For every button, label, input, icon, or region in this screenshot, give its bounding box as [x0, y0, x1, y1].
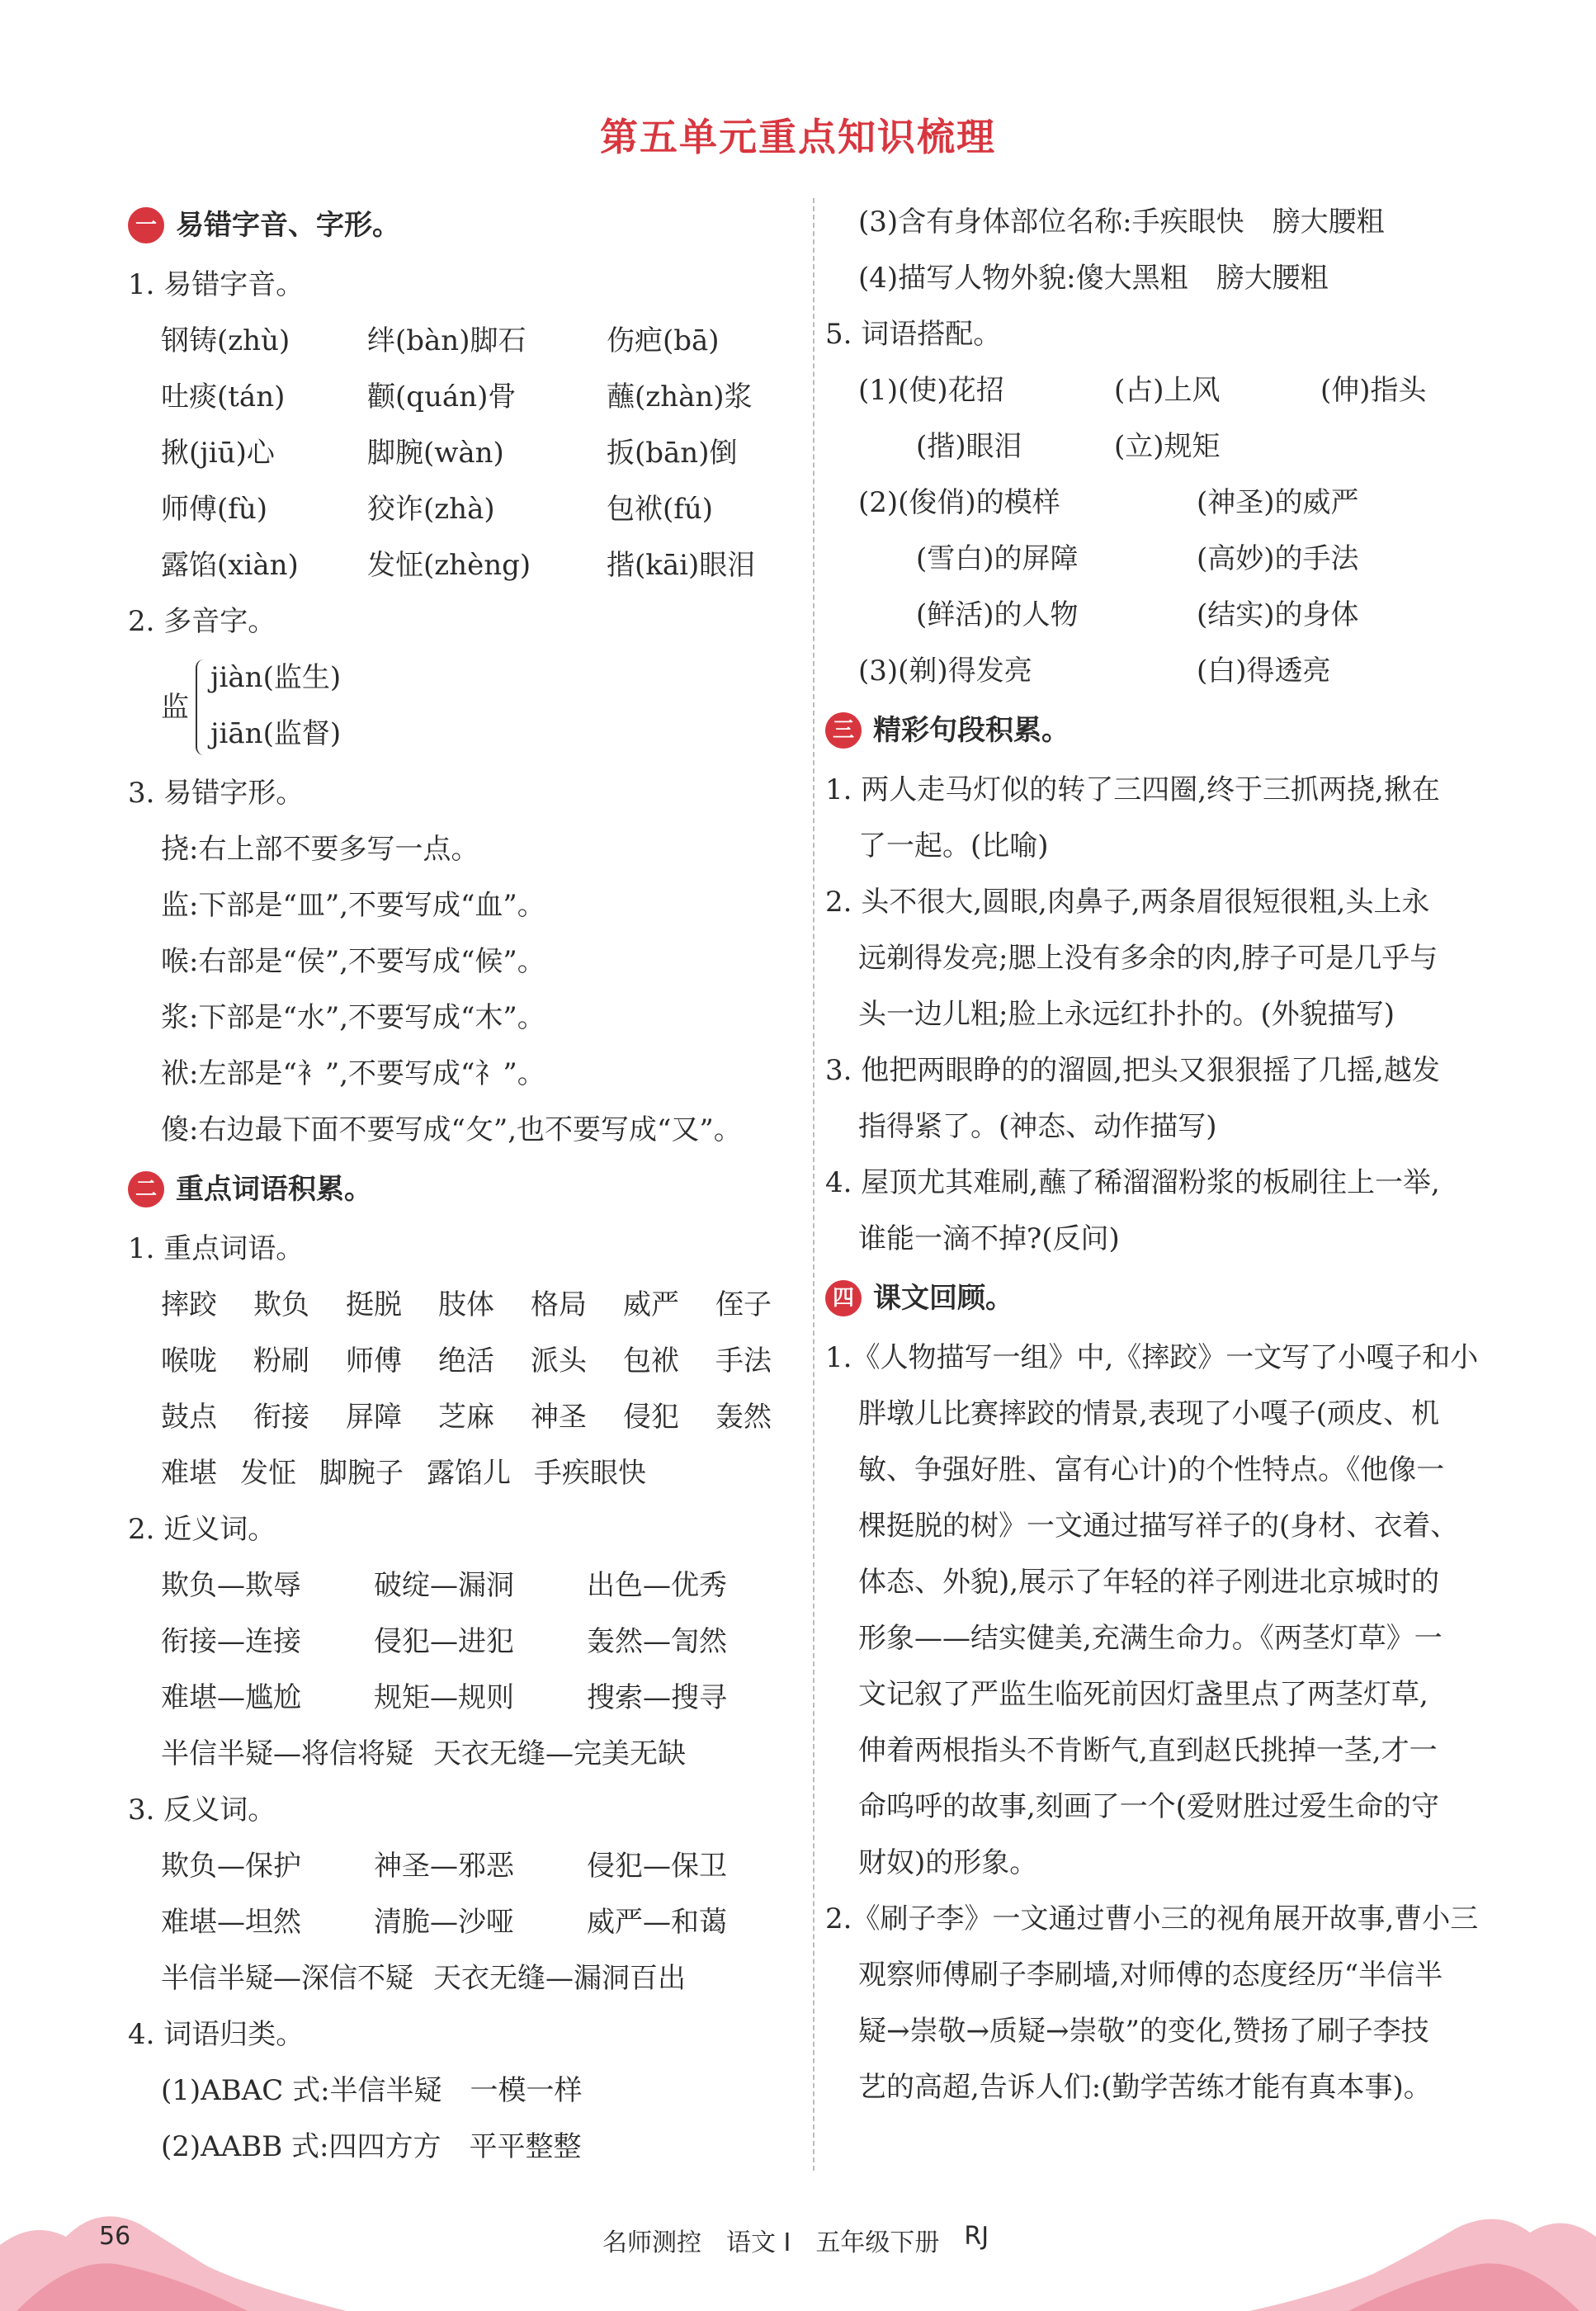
match-item: (1)(使)花招 — [858, 374, 1004, 407]
synonym-pair: 天衣无缝—完美无缺 — [433, 1737, 686, 1770]
pron-row — [128, 537, 813, 593]
review-line: 命呜呼的故事,刻画了一个(爱财胜过爱生命的守 — [858, 1790, 1440, 1823]
synonym-row — [128, 1670, 813, 1726]
sentence-line: 2. 头不很大,圆眼,肉鼻子,两条眉很短很粗,头上永 — [825, 886, 1430, 919]
match-item: (占)上风 — [1114, 374, 1221, 407]
word-item: 挺脱 — [346, 1288, 402, 1321]
match-item: (高妙)的手法 — [1197, 542, 1359, 575]
mountain-left-decoration — [0, 2187, 347, 2311]
review-line: 形象——结实健美,充满生命力。《两茎灯草》一 — [858, 1622, 1443, 1655]
match-item: (白)得透亮 — [1197, 655, 1331, 688]
page-number: 56 — [99, 2222, 131, 2251]
synonym-row — [128, 1557, 813, 1614]
pron-item: 绊(bàn)脚石 — [367, 324, 526, 357]
section-label: 重点词语积累。 — [176, 1173, 372, 1206]
word-item: 手法 — [715, 1345, 772, 1378]
classification-line: (4)描写人物外貌:傻大黑粗 膀大腰粗 — [858, 262, 1329, 295]
match-row — [825, 587, 1510, 643]
pron-row — [128, 425, 813, 481]
antonym-pair: 半信半疑—深信不疑 — [161, 1962, 413, 1995]
word-item: 脚腕子 — [319, 1457, 404, 1490]
sentence-line: 远剃得发亮;腮上没有多余的肉,脖子可是几乎与 — [858, 942, 1438, 975]
subsection-heading: 3. 易错字形。 — [128, 777, 305, 810]
subsection-heading: 2. 多音字。 — [128, 605, 276, 638]
word-item: 绝活 — [438, 1345, 494, 1378]
sentence-line: 1. 两人走马灯似的转了三四圈,终于三抓两挠,揪在 — [825, 773, 1440, 806]
edition-name: RJ — [964, 2222, 989, 2251]
word-item: 格局 — [531, 1288, 587, 1321]
section-heading-3 — [825, 699, 1510, 762]
section-label: 易错字音、字形。 — [176, 209, 400, 242]
synonym-pair: 规矩—规则 — [374, 1681, 514, 1714]
synonyms — [128, 1557, 813, 1782]
synonym-pair: 搜索—搜寻 — [587, 1681, 727, 1714]
right-column — [825, 194, 1510, 2115]
word-item: 手疾眼快 — [534, 1457, 646, 1490]
review-line: 体态、外貌),展示了年轻的祥子刚进北京城时的 — [858, 1566, 1440, 1599]
synonym-pair: 衔接—连接 — [161, 1625, 301, 1658]
match-row — [825, 362, 1510, 418]
brand-name: 名师测控 — [602, 2228, 701, 2257]
word-item: 芝麻 — [438, 1401, 494, 1434]
word-item: 摔跤 — [161, 1288, 217, 1321]
match-row — [825, 531, 1510, 587]
shape-notes — [128, 821, 813, 1158]
grade-name: 五年级下册 — [815, 2228, 940, 2257]
antonym-pair: 难堪—坦然 — [161, 1906, 301, 1939]
antonym-pair: 威严—和蔼 — [587, 1906, 727, 1939]
section-heading-2 — [128, 1158, 813, 1221]
shape-note: 喉:右部是“侯”,不要写成“候”。 — [161, 945, 545, 978]
subject-name: 语文 I — [726, 2228, 791, 2257]
antonym-pair: 欺负—保护 — [161, 1850, 301, 1883]
section-heading-1 — [128, 194, 813, 257]
word-item: 欺负 — [253, 1288, 309, 1321]
match-item: (结实)的身体 — [1197, 598, 1359, 631]
section-heading-4 — [825, 1267, 1510, 1330]
sentence-line: 指得紧了。(神态、动作描写) — [858, 1110, 1217, 1143]
section-badge: 三 — [825, 712, 862, 749]
match-item: (伸)指头 — [1320, 374, 1427, 407]
pron-item: 颧(quán)骨 — [367, 380, 517, 414]
antonym-pair: 侵犯—保卫 — [587, 1850, 727, 1883]
antonym-pair: 清脆—沙哑 — [374, 1906, 514, 1939]
review-line: 2.《刷子李》一文通过曹小三的视角展开故事,曹小三 — [825, 1902, 1479, 1935]
subsection-heading: 4. 词语归类。 — [128, 2018, 305, 2051]
word-row — [128, 1277, 813, 1333]
review-list — [825, 1330, 1510, 2115]
word-item: 师傅 — [346, 1345, 402, 1378]
word-item: 喉咙 — [161, 1345, 217, 1378]
antonym-row — [128, 1950, 813, 2006]
review-line: 敏、争强好胜、富有心计)的个性特点。《他像一 — [858, 1453, 1445, 1486]
pron-item: 扳(bān)倒 — [607, 437, 738, 470]
shape-note: 袱:左部是“衤”,不要写成“礻”。 — [161, 1057, 545, 1090]
polyphone-char: 监 — [161, 691, 189, 724]
classification-line: (1)ABAC 式:半信半疑 一模一样 — [161, 2074, 583, 2107]
section-badge: 四 — [825, 1280, 862, 1316]
word-row — [128, 1333, 813, 1389]
mountain-right-decoration — [1249, 2187, 1596, 2311]
sentence-line: 3. 他把两眼睁的的溜圆,把头又狠狠摇了几摇,越发 — [825, 1054, 1440, 1087]
review-line: 观察师傅刷子李刷墙,对师傅的态度经历“半信半 — [858, 1959, 1443, 1992]
polyphone-reading: jiān(监督) — [210, 717, 342, 750]
shape-note: 监:下部是“皿”,不要写成“血”。 — [161, 889, 545, 922]
synonym-pair: 侵犯—进犯 — [374, 1625, 514, 1658]
word-item: 侵犯 — [623, 1401, 679, 1434]
sentence-line: 4. 屋顶尤其难刷,蘸了稀溜溜粉浆的板刷往上一举, — [825, 1166, 1440, 1199]
review-line: 疑→崇敬→质疑→崇敬”的变化,赞扬了刷子李技 — [858, 2015, 1429, 2048]
word-item: 侄子 — [715, 1288, 772, 1321]
word-item: 发怔 — [240, 1457, 296, 1490]
sentence-line: 了一起。(比喻) — [858, 829, 1049, 862]
match-item: (揩)眼泪 — [916, 430, 1022, 463]
synonym-pair: 半信半疑—将信将疑 — [161, 1737, 413, 1770]
pron-row — [128, 481, 813, 537]
match-row — [825, 475, 1510, 531]
match-item: (鲜活)的人物 — [916, 598, 1079, 631]
word-item: 衔接 — [253, 1401, 309, 1434]
left-column — [128, 194, 813, 2175]
review-line: 胖墩儿比赛摔跤的情景,表现了小嘎子(顽皮、机 — [858, 1397, 1440, 1430]
review-line: 1.《人物描写一组》中,《摔跤》一文写了小嘎子和小 — [825, 1341, 1479, 1374]
word-item: 粉刷 — [253, 1345, 309, 1378]
footer-info — [602, 2222, 989, 2258]
review-line: 文记叙了严监生临死前因灯盏里点了两茎灯草, — [858, 1678, 1428, 1711]
antonym-row — [128, 1838, 813, 1894]
pron-item: 吐痰(tán) — [161, 380, 286, 414]
word-item: 肢体 — [438, 1288, 494, 1321]
match-item: (雪白)的屏障 — [916, 542, 1079, 575]
word-row — [128, 1389, 813, 1445]
antonym-pair: 神圣—邪恶 — [374, 1850, 514, 1883]
synonym-pair: 出色—优秀 — [587, 1569, 727, 1602]
synonym-pair: 破绽—漏洞 — [374, 1569, 514, 1602]
shape-note: 傻:右边最下面不要写成“攵”,也不要写成“又”。 — [161, 1113, 742, 1146]
antonym-pair: 天衣无缝—漏洞百出 — [433, 1962, 686, 1995]
word-item: 露馅儿 — [427, 1457, 511, 1490]
match-item: (神圣)的威严 — [1197, 486, 1359, 519]
word-item: 轰然 — [715, 1401, 772, 1434]
pron-item: 师傅(fù) — [161, 493, 268, 526]
antonyms — [128, 1838, 813, 2006]
subsection-heading: 2. 近义词。 — [128, 1513, 276, 1546]
subsection-heading: 5. 词语搭配。 — [825, 318, 1002, 351]
subsection-heading: 3. 反义词。 — [128, 1794, 276, 1827]
synonym-pair: 难堪—尴尬 — [161, 1681, 301, 1714]
match-row — [825, 643, 1510, 699]
pron-item: 露馅(xiàn) — [161, 549, 299, 582]
pron-item: 钢铸(zhù) — [161, 324, 290, 357]
word-item: 派头 — [531, 1345, 587, 1378]
match-item: (立)规矩 — [1114, 430, 1221, 463]
polyphone-reading: jiàn(监生) — [210, 661, 342, 694]
shape-note: 浆:下部是“水”,不要写成“木”。 — [161, 1001, 545, 1034]
review-line: 棵挺脱的树》一文通过描写祥子的(身材、衣着、 — [858, 1510, 1459, 1543]
pron-item: 伤疤(bā) — [607, 324, 720, 357]
match-row — [825, 418, 1510, 475]
classification-line: (3)含有身体部位名称:手疾眼快 膀大腰粗 — [858, 206, 1385, 239]
pronunciation-list — [128, 313, 813, 593]
pron-row — [128, 369, 813, 425]
sentence-line: 谁能一滴不掉?(反问) — [858, 1222, 1120, 1255]
pron-item: 发怔(zhèng) — [367, 549, 531, 582]
antonym-row — [128, 1894, 813, 1950]
synonym-row — [128, 1726, 813, 1782]
pron-item: 脚腕(wàn) — [367, 437, 504, 470]
page-title: 第五单元重点知识梳理 — [600, 115, 996, 159]
word-item: 鼓点 — [161, 1401, 217, 1434]
synonym-pair: 轰然—訇然 — [587, 1625, 727, 1658]
review-line: 伸着两根指头不肯断气,直到赵氏挑掉一茎,才一 — [858, 1734, 1438, 1767]
pron-item: 蘸(zhàn)浆 — [607, 380, 753, 414]
section-label: 课文回顾。 — [873, 1282, 1013, 1315]
word-row — [128, 1445, 813, 1501]
word-item: 难堪 — [161, 1457, 217, 1490]
synonym-row — [128, 1614, 813, 1670]
pron-item: 包袱(fú) — [607, 493, 714, 526]
review-line: 财奴)的形象。 — [858, 1846, 1038, 1879]
word-item: 神圣 — [531, 1401, 587, 1434]
word-item: 包袱 — [623, 1345, 679, 1378]
match-item: (3)(剃)得发亮 — [858, 655, 1032, 688]
sentence-line: 头一边儿粗;脸上永远红扑扑的。(外貌描写) — [858, 998, 1395, 1031]
synonym-pair: 欺负—欺辱 — [161, 1569, 301, 1602]
pron-item: 揪(jiū)心 — [161, 437, 275, 470]
pron-item: 揩(kāi)眼泪 — [607, 549, 756, 582]
section-badge: 二 — [128, 1171, 164, 1207]
word-item: 屏障 — [346, 1401, 402, 1434]
match-item: (2)(俊俏)的模样 — [858, 486, 1060, 519]
classification-line: (2)AABB 式:四四方方 平平整整 — [161, 2130, 582, 2163]
subsection-heading: 1. 重点词语。 — [128, 1232, 305, 1265]
pron-item: 狡诈(zhà) — [367, 493, 495, 526]
key-words — [128, 1277, 813, 1501]
section-label: 精彩句段积累。 — [873, 714, 1070, 747]
shape-note: 挠:右上部不要多写一点。 — [161, 833, 479, 866]
subsection-heading: 1. 易错字音。 — [128, 268, 305, 301]
word-item: 威严 — [623, 1288, 679, 1321]
brace-icon — [196, 659, 210, 755]
section-badge: 一 — [128, 207, 164, 243]
polyphone-group — [128, 650, 813, 765]
review-line: 艺的高超,告诉人们:(勤学苦练才能有真本事)。 — [858, 2071, 1432, 2104]
sentence-list — [825, 762, 1510, 1267]
pron-row — [128, 313, 813, 369]
